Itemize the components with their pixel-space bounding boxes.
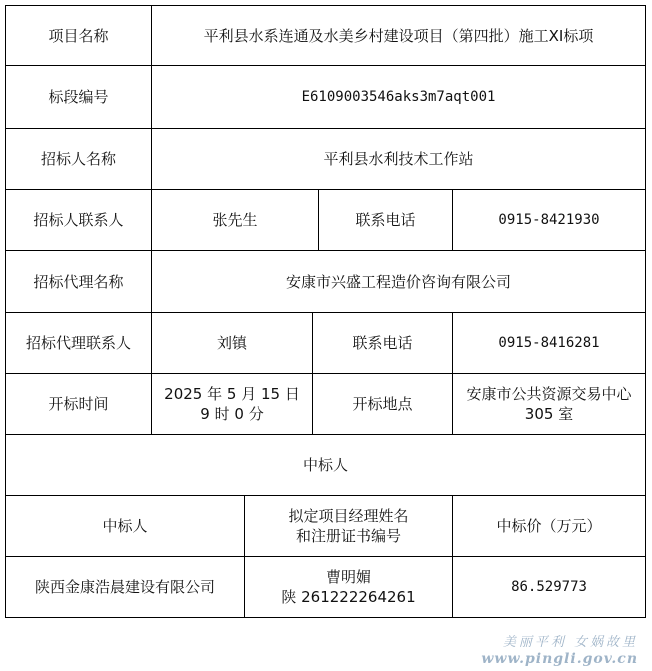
- manager-info: [245, 557, 452, 617]
- winner-section-title: 中标人: [302, 456, 348, 474]
- open-time-label: 开标时间: [48, 395, 109, 413]
- open-place-label: 开标地点: [352, 395, 413, 413]
- manager-cert-number: 陕 261222264261: [281, 588, 416, 606]
- tenderer-label: 招标人名称: [40, 150, 116, 168]
- agent-contact-value: 刘镇: [216, 334, 247, 352]
- col-header-price: 中标价（万元）: [496, 517, 602, 535]
- agent-phone-value: 0915-8416281: [498, 335, 600, 351]
- tenderer-contact-value: 张先生: [212, 211, 258, 229]
- agent-phone-label: 联系电话: [352, 334, 413, 352]
- col-header-winner: 中标人: [102, 517, 148, 535]
- tenderer-phone-label: 联系电话: [355, 211, 416, 229]
- project-name-label: 项目名称: [48, 26, 109, 45]
- project-name-value: 平利县水系连通及水美乡村建设项目（第四批）施工XI标项: [203, 26, 594, 45]
- open-place-line1: 安康市公共资源交易中心: [466, 385, 632, 403]
- watermark-url: www.pingli.gov.cn: [481, 651, 638, 667]
- manager-name: 曹明媚: [325, 568, 371, 586]
- section-code-label: 标段编号: [48, 88, 109, 106]
- tenderer-phone-value: 0915-8421930: [498, 212, 600, 228]
- agent-contact-label: 招标代理联系人: [25, 334, 131, 352]
- winner-name: 陕西金康浩晨建设有限公司: [34, 578, 215, 596]
- open-place-line2: 305 室: [524, 405, 574, 423]
- winning-price: 86.529773: [511, 579, 587, 595]
- tenderer-value: 平利县水利技术工作站: [323, 150, 474, 168]
- col-header-manager-line2: 和注册证书编号: [295, 527, 401, 545]
- tenderer-contact-label: 招标人联系人: [33, 211, 124, 229]
- agent-value: 安康市兴盛工程造价咨询有限公司: [285, 272, 511, 291]
- bid-result-table: [5, 5, 646, 618]
- agent-label: 招标代理名称: [33, 272, 124, 291]
- open-time-date: 2025 年 5 月 15 日: [164, 385, 300, 403]
- open-place-value: [453, 374, 645, 434]
- open-time-clock: 9 时 0 分: [200, 405, 264, 423]
- section-code-value: E6109003546aks3m7aqt001: [301, 89, 496, 105]
- col-header-manager: [245, 496, 452, 556]
- watermark-slogan: 美丽平利 女娲故里: [502, 635, 638, 650]
- col-header-manager-line1: 拟定项目经理姓名: [288, 507, 409, 525]
- site-watermark: [481, 635, 638, 667]
- open-time-value: [152, 374, 312, 434]
